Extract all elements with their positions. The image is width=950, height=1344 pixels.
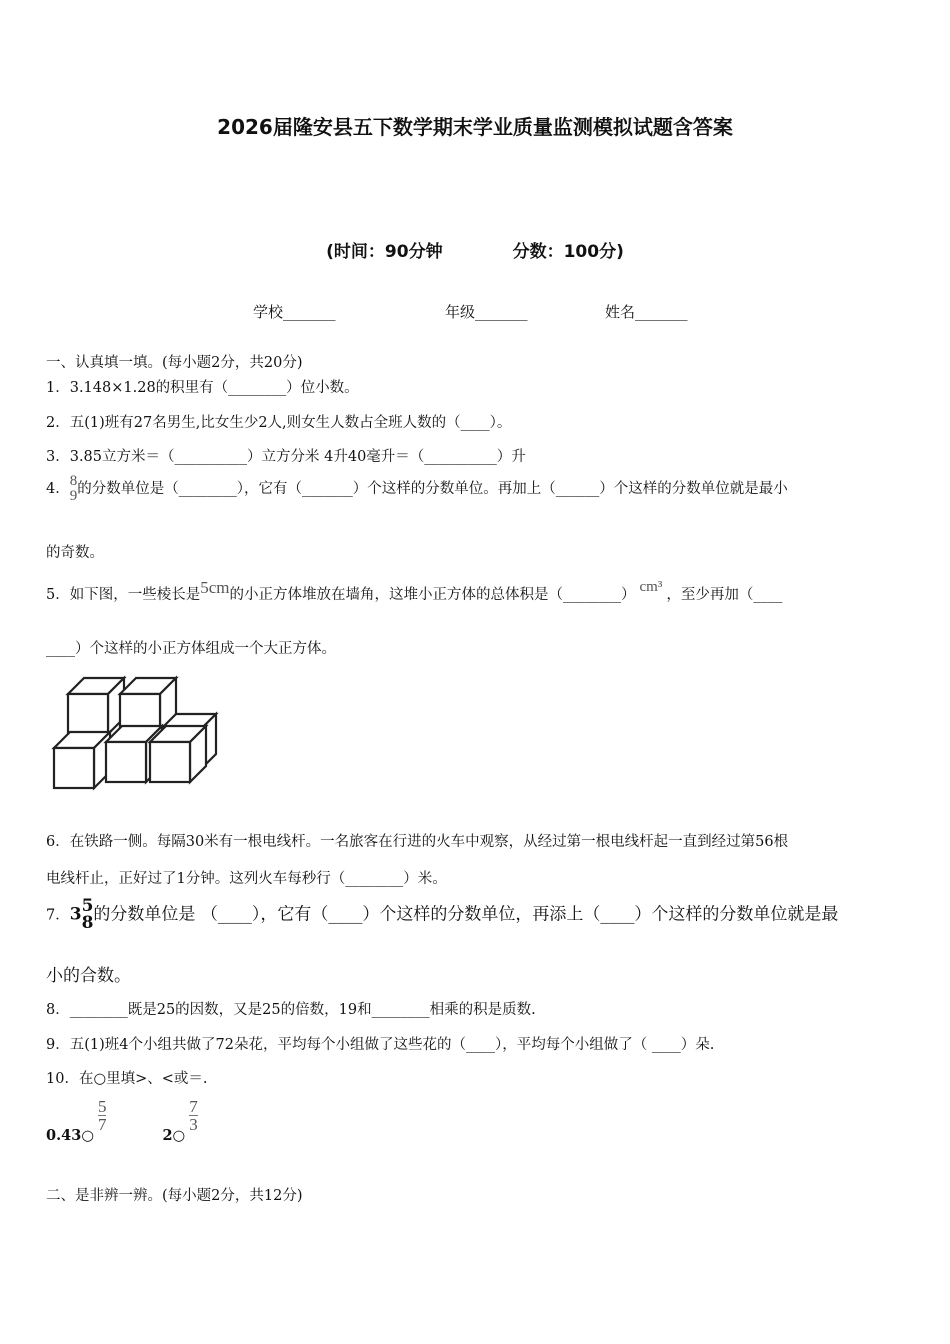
question-5 [46,578,783,604]
question-10-comparisons [46,1097,198,1144]
q4-denominator: 9 [69,488,78,504]
q4-text: 的分数单位是（________），它有（_______）个这样的分数单位。再加上（______）个这样的分数单位就是最小 [77,481,788,497]
question-2: 2．五(1)班有27名男生,比女生少2人,则女生人数占全班人数的（____）。 [46,415,512,431]
page-title: 2026届隆安县五下数学期末学业质量监测模拟试题含答案 [217,115,733,139]
q10a-denominator: 7 [97,1115,107,1134]
q7-numerator: 5 [81,896,94,916]
cube-stack-figure [50,670,225,795]
question-4 [46,474,788,504]
score-label: 分数：100分) [512,242,624,262]
school-field: 学校_______ [253,303,336,321]
q7-number: 7． [46,907,70,924]
q10b-numerator: 7 [189,1097,198,1116]
q5-unit-cm3: cm³ [639,579,663,595]
cube-front-face [106,742,146,782]
section-1-heading: 一、认真填一填。(每小题2分，共20分) [46,355,303,371]
q10a-fraction [98,1098,107,1133]
q10b-denominator: 3 [189,1115,198,1134]
q10a-left: 0.43○ [46,1126,94,1144]
cube-front-face [68,694,108,734]
q7-fraction [82,898,94,932]
name-field: 姓名_______ [605,303,688,321]
q10b-left: 2○ [162,1126,186,1144]
cube-front-face [150,742,190,782]
q5-unit-cm: 5cm [200,578,230,597]
q7-whole: 3 [69,904,82,925]
time-label: (时间：90分钟 [326,242,443,262]
q5-text-b: 的小正方体堆放在墙角，这堆小正方体的总体积是（________） [229,587,636,603]
q4-numerator: 8 [69,473,78,489]
question-10: 10．在○里填>、<或＝. [46,1071,208,1087]
question-5-continued: ____）个这样的小正方体组成一个大正方体。 [46,641,336,657]
q10b-fraction [189,1098,198,1133]
exam-meta [0,237,950,262]
question-9: 9．五(1)班4个小组共做了72朵花，平均每个小组做了这些花的（____），平均每个小组做了（ ____）朵. [46,1037,715,1053]
question-3: 3．3.85立方米＝（__________）立方分米 4升40毫升＝（__________）升 [46,449,526,465]
q5-text-c: ，至少再加（____ [666,587,783,603]
q7-text: 的分数单位是 （____），它有（____）个这样的分数单位，再添上（____）个这样的分数单位就是最 [93,904,839,925]
grade-field: 年级_______ [445,303,528,321]
question-7-continued: 小的合数。 [46,966,131,986]
question-4-continued: 的奇数。 [46,545,104,561]
question-6: 6．在铁路一侧。每隔30米有一根电线杆。一名旅客在行进的火车中观察，从经过第一根电线杆起一直到经过第56根 [46,834,789,850]
q10a-numerator: 5 [97,1097,107,1116]
question-6-continued: 电线杆止，正好过了1分钟。这列火车每秒行（________）米。 [46,871,447,887]
q5-text-a: 5．如下图，一些棱长是 [46,587,201,603]
section-2-heading: 二、是非辨一辨。(每小题2分，共12分) [46,1188,303,1204]
question-8: 8．________既是25的因数，又是25的倍数，19和________相乘的积是质数. [46,1002,536,1018]
question-1: 1．3.148×1.28的积里有（________）位小数。 [46,380,359,396]
cube-front-face [54,748,94,788]
q7-denominator: 8 [81,913,94,933]
q4-number: 4． [46,481,70,497]
question-7 [46,898,838,932]
